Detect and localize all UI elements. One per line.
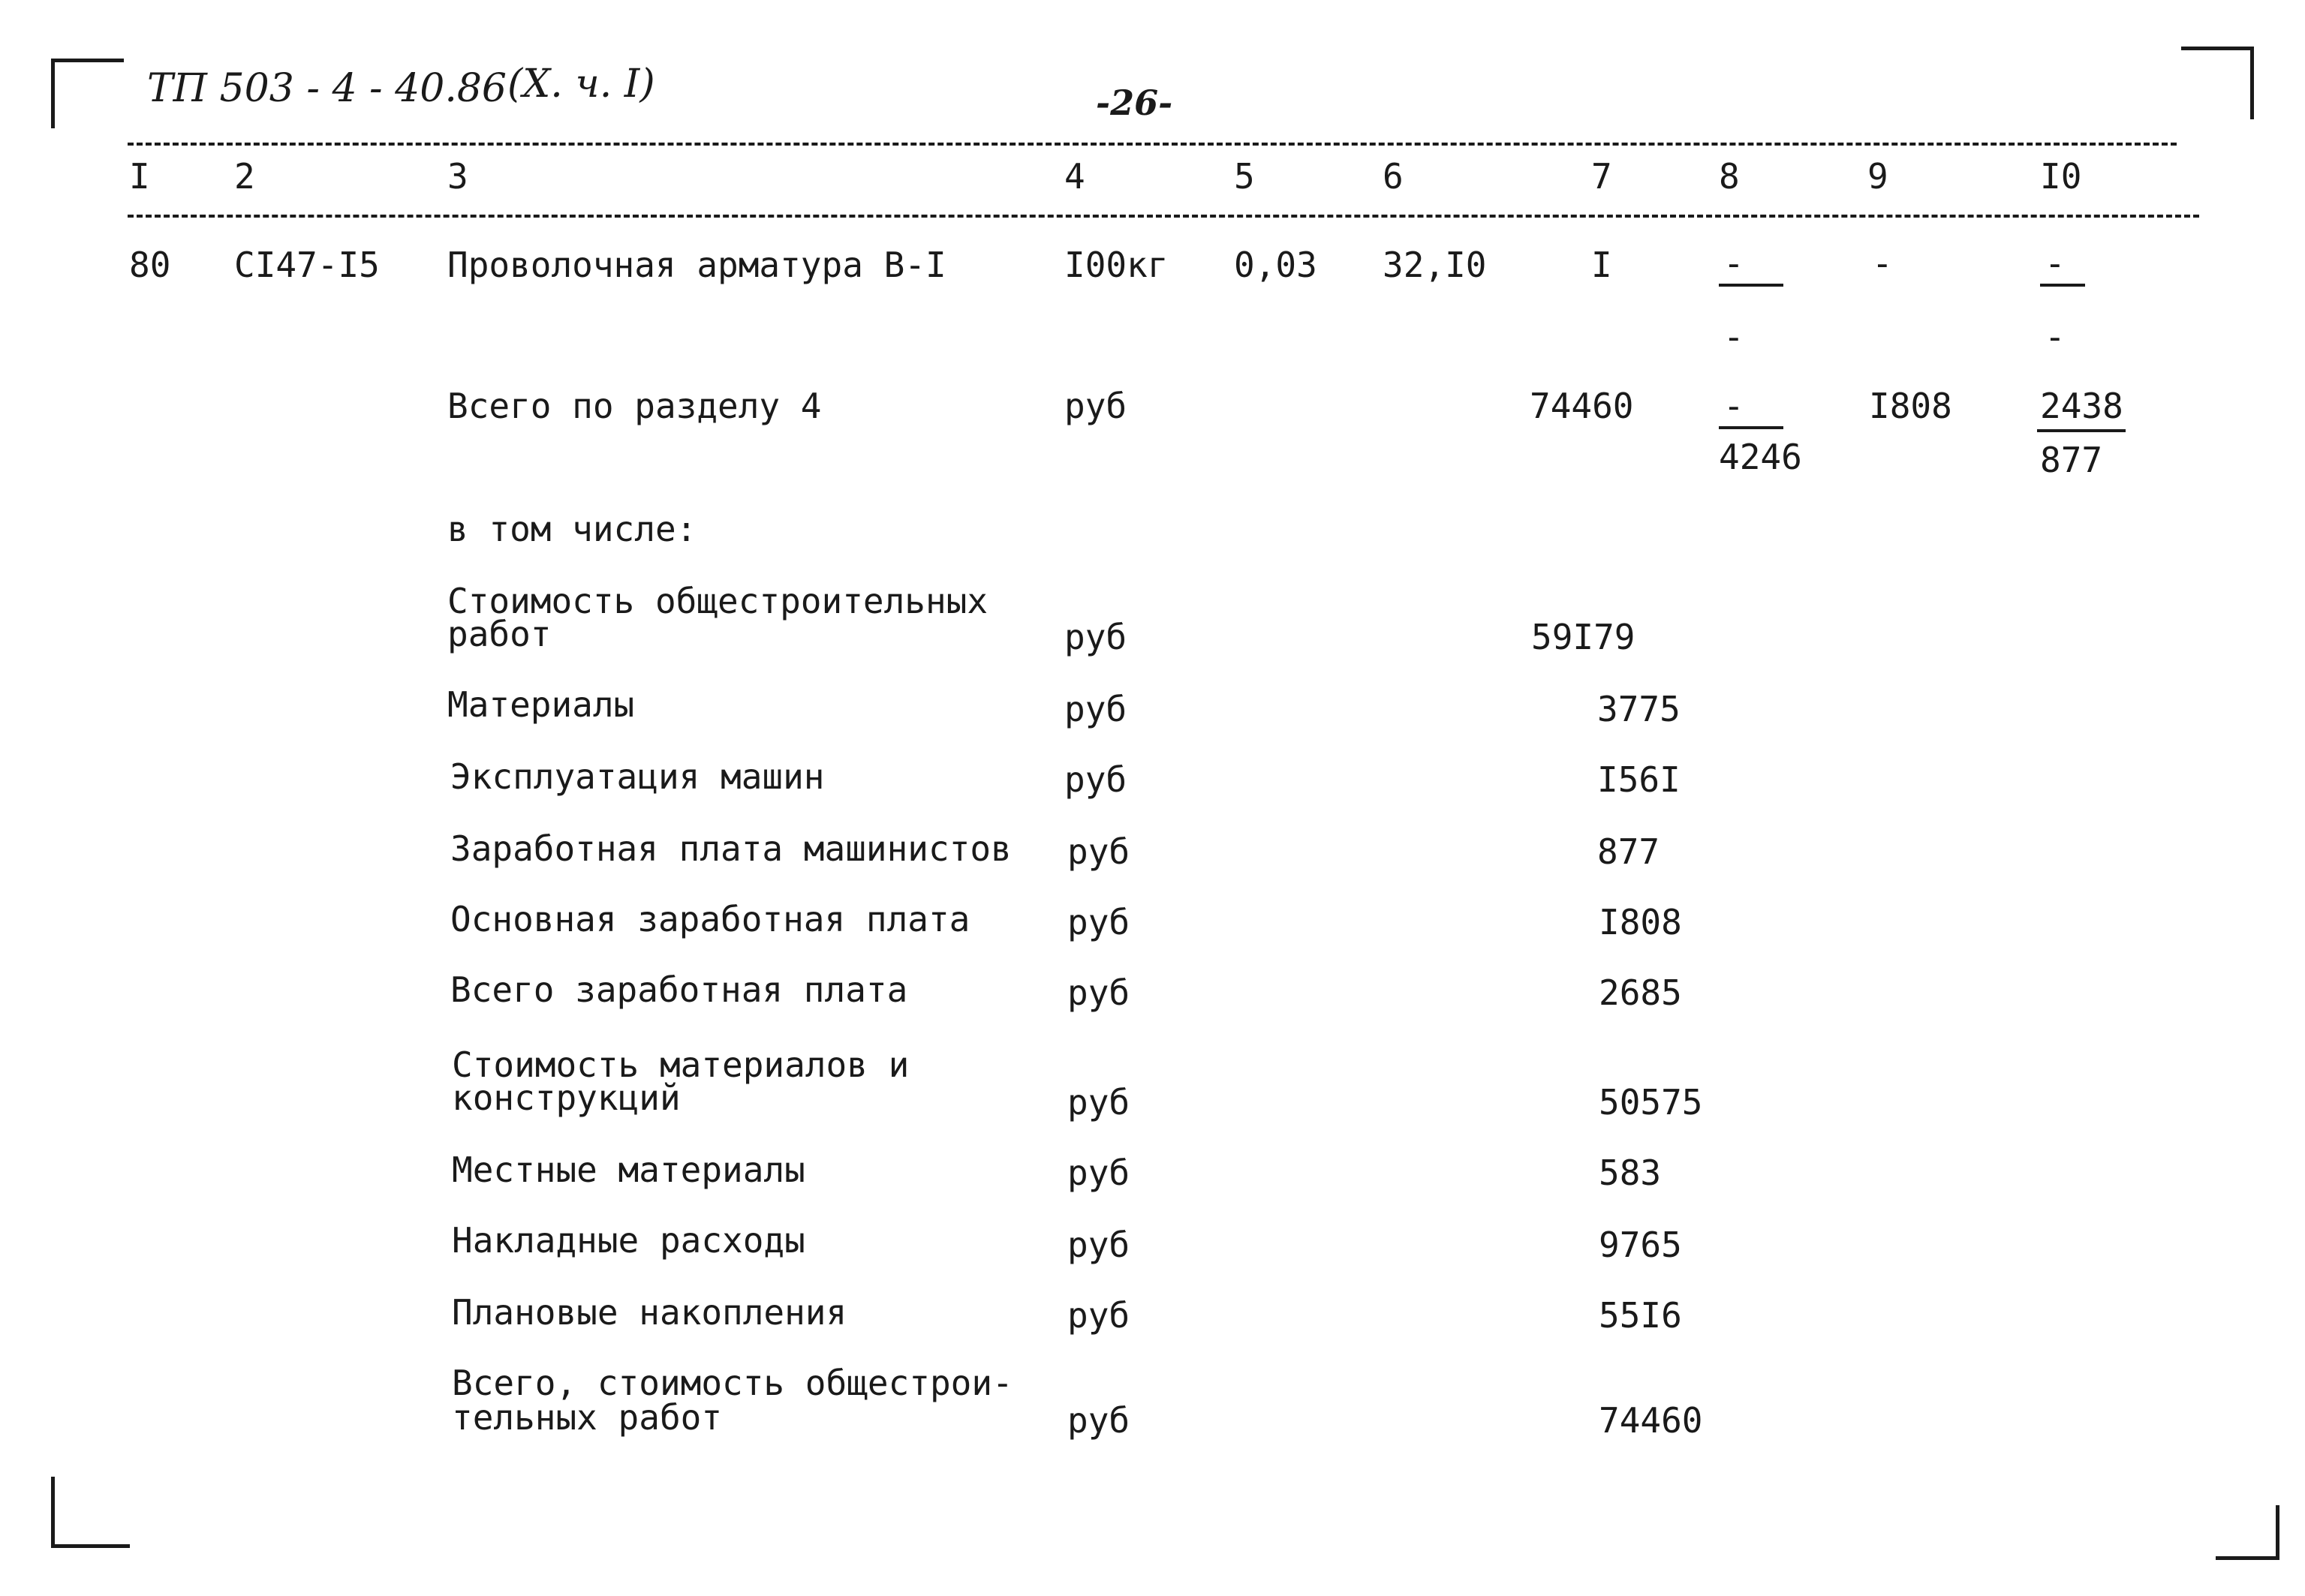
- column-number: 8: [1719, 156, 1740, 197]
- page-number: -26-: [1096, 83, 1173, 123]
- section-total-col10-top: 2438: [2040, 386, 2123, 426]
- breakdown-label: Материалы: [447, 684, 635, 725]
- breakdown-label: Всего заработная плата: [450, 969, 908, 1010]
- column-number: 3: [447, 156, 468, 197]
- corner-mark-bottom-right: [2216, 1505, 2279, 1560]
- breakdown-label-continuation: работ: [447, 614, 552, 654]
- section-total-value: 74460: [1530, 386, 1634, 426]
- breakdown-label: Всего, стоимость общестрои-: [452, 1363, 1013, 1403]
- breakdown-value: 583: [1599, 1153, 1662, 1193]
- breakdown-unit: руб: [1067, 972, 1130, 1013]
- section-total-col8-top: -: [1723, 386, 1744, 426]
- breakdown-unit: руб: [1067, 831, 1130, 872]
- breakdown-unit: руб: [1064, 689, 1127, 729]
- breakdown-value: 55I6: [1599, 1295, 1682, 1336]
- item-col8-fraction-line: [1719, 284, 1783, 287]
- corner-mark-top-right: [2181, 47, 2254, 119]
- column-number: 6: [1383, 156, 1404, 197]
- breakdown-value: I56I: [1597, 759, 1681, 800]
- column-number: 2: [234, 156, 255, 197]
- item-code: СI47-I5: [234, 245, 380, 285]
- section-total-col10-bottom: 877: [2040, 440, 2103, 480]
- column-header-rule-bottom: [128, 215, 2199, 218]
- breakdown-label: Стоимость материалов и: [452, 1044, 910, 1085]
- item-unit: I00кг: [1064, 245, 1169, 285]
- breakdown-label: Накладные расходы: [452, 1220, 805, 1261]
- breakdown-label: Основная заработная плата: [450, 899, 970, 939]
- column-number: 7: [1591, 156, 1612, 197]
- column-number: I: [129, 156, 150, 197]
- breakdown-value: 2685: [1599, 972, 1682, 1013]
- breakdown-unit: руб: [1067, 1295, 1130, 1336]
- breakdown-value: 3775: [1597, 689, 1681, 729]
- item-col9: -: [1872, 243, 1893, 284]
- item-total: I: [1591, 245, 1612, 285]
- item-unit-price: 32,I0: [1383, 245, 1487, 285]
- corner-mark-bottom-left: [51, 1477, 130, 1548]
- item-quantity: 0,03: [1234, 245, 1317, 285]
- breakdown-label-continuation: тельных работ: [452, 1397, 723, 1438]
- breakdown-unit: руб: [1067, 902, 1130, 942]
- volume-reference: (X. ч. I): [507, 62, 655, 107]
- breakdown-value: 59I79: [1531, 617, 1635, 657]
- breakdown-value: 877: [1597, 831, 1660, 872]
- item-number: 80: [129, 245, 171, 285]
- item-col10-bottom: -: [2045, 317, 2066, 357]
- breakdown-label: Местные материалы: [452, 1150, 805, 1190]
- corner-mark-top-left: [51, 59, 124, 128]
- breakdown-unit: руб: [1067, 1153, 1130, 1193]
- breakdown-label: Стоимость общестроительных: [447, 581, 989, 621]
- breakdown-value: 74460: [1599, 1400, 1703, 1441]
- section-total-col8-bottom: 4246: [1719, 437, 1802, 477]
- section-total-unit: руб: [1064, 386, 1127, 426]
- item-col8-bottom: -: [1723, 317, 1744, 357]
- item-name: Проволочная арматура В-I: [447, 245, 946, 285]
- section-total-col10-fraction-line: [2037, 429, 2126, 432]
- breakdown-label: Плановые накопления: [452, 1292, 847, 1333]
- including-label: в том числе:: [447, 509, 697, 549]
- section-total-col9: I808: [1869, 386, 1952, 426]
- column-number: 5: [1234, 156, 1255, 197]
- item-col10-fraction-line: [2040, 284, 2085, 287]
- item-col8-top: -: [1723, 243, 1744, 284]
- item-col10-top: -: [2045, 243, 2066, 284]
- breakdown-unit: руб: [1067, 1225, 1130, 1265]
- breakdown-label-continuation: конструкций: [452, 1078, 681, 1118]
- column-number: I0: [2040, 156, 2082, 197]
- breakdown-unit: руб: [1064, 759, 1127, 800]
- column-number: 4: [1064, 156, 1085, 197]
- breakdown-label: Заработная плата машинистов: [450, 828, 1012, 869]
- section-total-label: Всего по разделу 4: [447, 386, 822, 426]
- breakdown-label: Эксплуатация машин: [450, 756, 825, 797]
- column-number: 9: [1867, 156, 1888, 197]
- breakdown-value: 50575: [1599, 1082, 1703, 1123]
- column-header-rule-top: [128, 143, 2177, 146]
- breakdown-value: 9765: [1599, 1225, 1682, 1265]
- section-total-col8-fraction-line: [1719, 426, 1783, 429]
- document-code: ТП 503 - 4 - 40.86: [147, 66, 507, 111]
- breakdown-unit: руб: [1067, 1400, 1130, 1441]
- breakdown-unit: руб: [1064, 617, 1127, 657]
- breakdown-value: I808: [1599, 902, 1682, 942]
- breakdown-unit: руб: [1067, 1082, 1130, 1123]
